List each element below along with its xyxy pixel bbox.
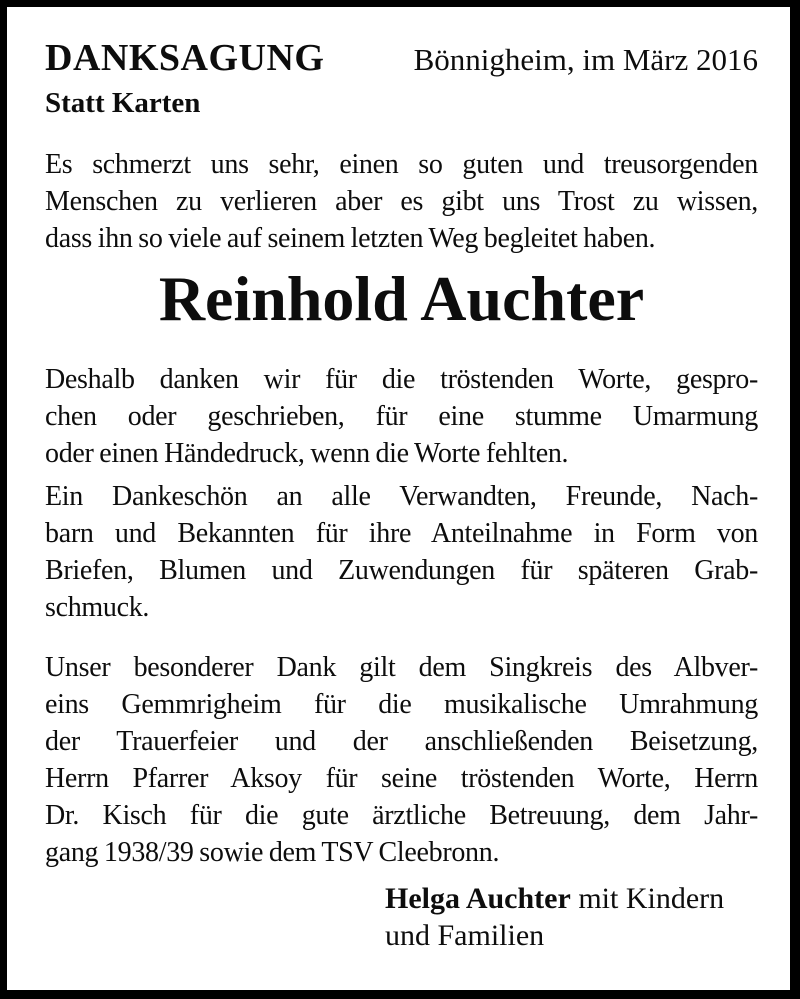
text-line: Menschen zu verlieren aber es gibt uns Trost zu wissen,	[45, 186, 758, 217]
text-line: eins Gemmrigheim für die musikalische Umrahmung	[45, 689, 758, 720]
text-line: dass ihn so viele auf seinem letzten Weg begleitet haben.	[45, 223, 656, 254]
signature-block	[385, 880, 758, 954]
text-line: der Trauerfeier und der anschließenden Beisetzung,	[45, 726, 758, 757]
text-line: Briefen, Blumen und Zuwendungen für späteren Grab-	[45, 555, 758, 586]
text-line: schmuck.	[45, 592, 150, 623]
text-line: Unser besonderer Dank gilt dem Singkreis des Albver-	[45, 652, 758, 683]
signature-line-2: und Familien	[385, 919, 545, 952]
text-line: Dr. Kisch für die gute ärztliche Betreuung, dem Jahr-	[45, 800, 758, 831]
notice-type-title: DANKSAGUNG	[45, 37, 325, 79]
text-line: Ein Dankeschön an alle Verwandten, Freunde, Nach-	[45, 481, 758, 512]
text-line: Herrn Pfarrer Aksoy für seine tröstenden Worte, Herrn	[45, 763, 758, 794]
thanks-condolences-paragraph	[45, 478, 758, 626]
text-line: Es schmerzt uns sehr, einen so guten und treusorgenden	[45, 149, 758, 180]
place-dateline: Bönnigheim, im März 2016	[413, 42, 758, 77]
statt-karten-label: Statt Karten	[45, 87, 201, 119]
text-line: oder einen Händedruck, wenn die Worte fehlten.	[45, 438, 569, 469]
signature-suffix: mit Kindern	[570, 882, 725, 915]
text-line: Deshalb danken wir für die tröstenden Worte, gespro-	[45, 364, 758, 395]
intro-paragraph	[45, 146, 758, 257]
special-thanks-paragraph	[45, 649, 758, 871]
signature-name: Helga Auchter	[385, 882, 571, 915]
text-line: chen oder geschrieben, für eine stumme Umarmung	[45, 401, 758, 432]
deceased-name: Reinhold Auchter	[158, 263, 645, 334]
thanks-words-paragraph	[45, 361, 758, 472]
text-line: barn und Bekannten für ihre Anteilnahme in Form von	[45, 518, 758, 549]
text-line: gang 1938/39 sowie dem TSV Cleebronn.	[45, 837, 500, 868]
notice-header	[45, 35, 758, 83]
signature-line-1	[385, 880, 758, 917]
